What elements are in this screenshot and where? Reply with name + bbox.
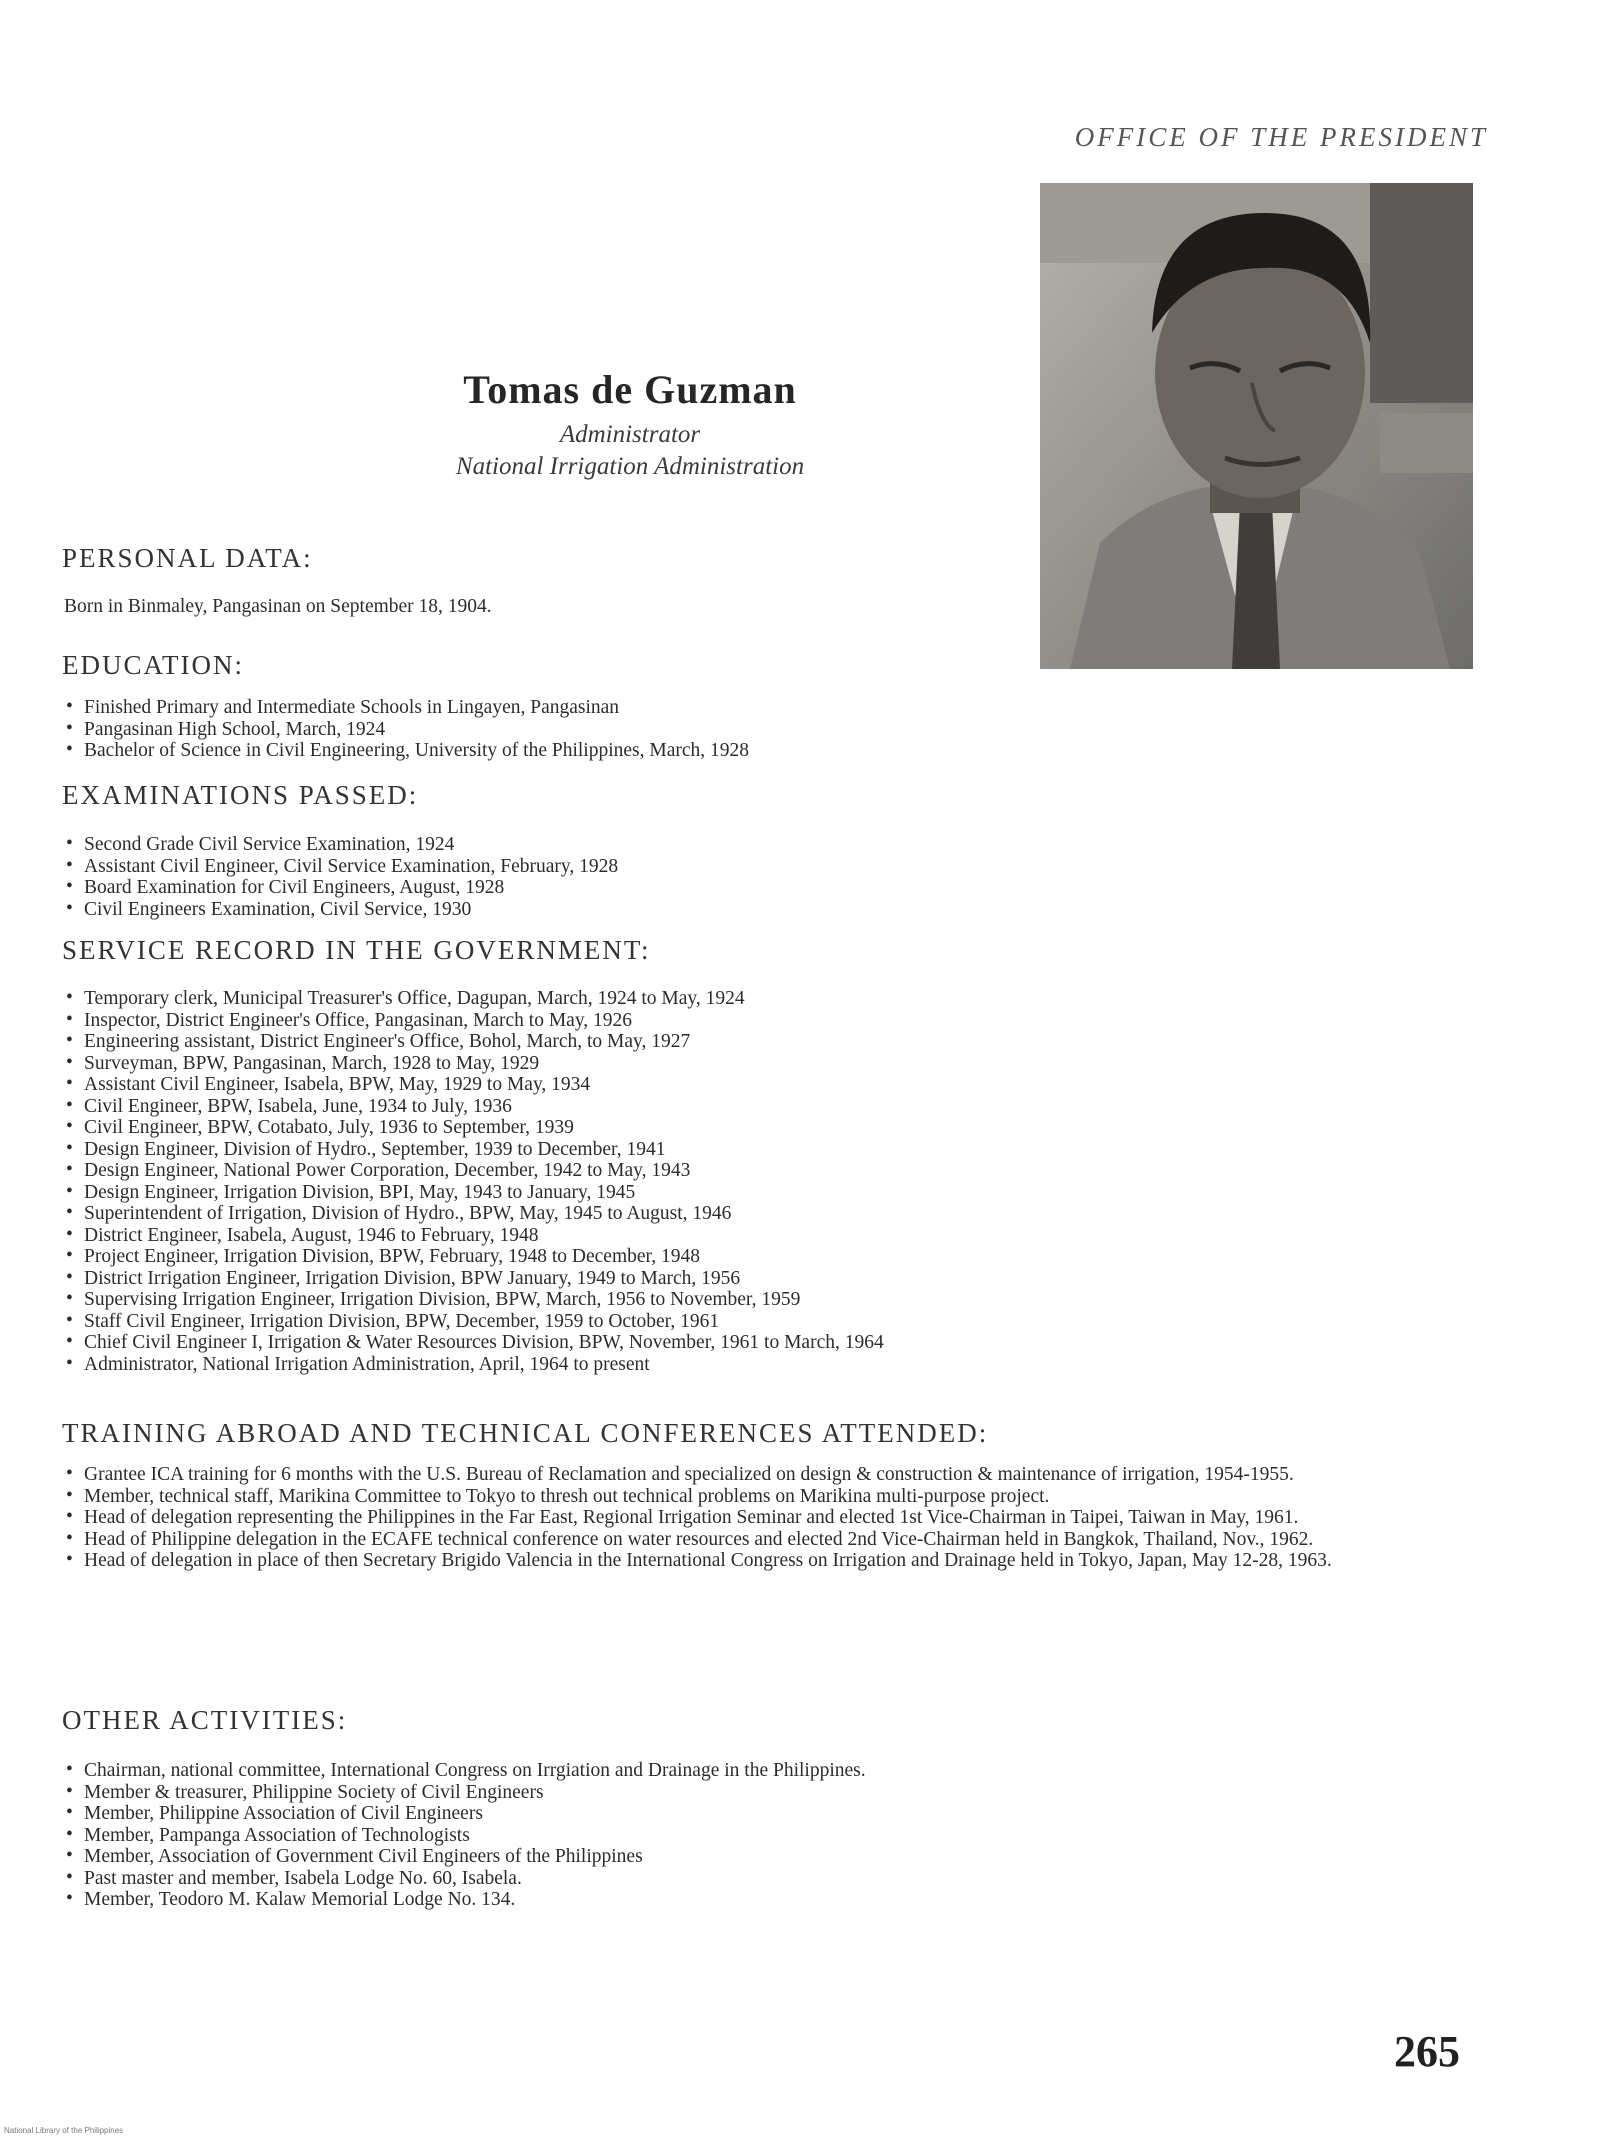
list-item: • Pangasinan High School, March, 1924: [64, 719, 749, 741]
portrait-illustration: [1040, 183, 1473, 669]
list-item: • District Irrigation Engineer, Irrigation Division, BPW January, 1949 to March, 1956: [64, 1268, 884, 1290]
exams-list: [64, 834, 618, 920]
list-item: • Project Engineer, Irrigation Division, BPW, February, 1948 to December, 1948: [64, 1246, 884, 1268]
portrait-photo: [1040, 183, 1473, 669]
list-item: • Head of delegation representing the Philippines in the Far East, Regional Irrigation Seminar and elected 1st Vice-Chairman in Taipei, Taiwan in May, 1961.: [64, 1507, 1484, 1529]
list-item: • Chairman, national committee, International Congress on Irrgiation and Drainage in the Philippines.: [64, 1760, 866, 1782]
list-item: • Assistant Civil Engineer, Civil Service Examination, February, 1928: [64, 856, 618, 878]
list-item: • Design Engineer, National Power Corporation, December, 1942 to May, 1943: [64, 1160, 884, 1182]
list-item: • Board Examination for Civil Engineers, August, 1928: [64, 877, 618, 899]
list-item: • Supervising Irrigation Engineer, Irrigation Division, BPW, March, 1956 to November, 1959: [64, 1289, 884, 1311]
list-item: • Member & treasurer, Philippine Society of Civil Engineers: [64, 1782, 866, 1804]
list-item: • Chief Civil Engineer I, Irrigation & Water Resources Division, BPW, November, 1961 to March, 1964: [64, 1332, 884, 1354]
title-block: [355, 366, 905, 481]
page-number: 265: [1394, 2027, 1460, 2076]
personal-text: Born in Binmaley, Pangasinan on September 18, 1904.: [64, 596, 492, 617]
personal-body: [64, 596, 492, 618]
other-heading: OTHER ACTIVITIES:: [62, 1705, 348, 1735]
list-item: • Member, Pampanga Association of Technologists: [64, 1825, 866, 1847]
person-agency: National Irrigation Administration: [455, 453, 805, 480]
education-heading: EDUCATION:: [62, 650, 244, 680]
list-item: • Administrator, National Irrigation Administration, April, 1964 to present: [64, 1354, 884, 1376]
list-item: • Head of delegation in place of then Secretary Brigido Valencia in the International Congress on Irrigation and Drainage held in Tokyo, Japan, May 12-28, 1963.: [64, 1550, 1484, 1572]
list-item: • Member, technical staff, Marikina Committee to Tokyo to thresh out technical problems on Marikina multi-purpose project.: [64, 1486, 1484, 1508]
list-item: • Civil Engineers Examination, Civil Service, 1930: [64, 899, 618, 921]
list-item: • Civil Engineer, BPW, Isabela, June, 1934 to July, 1936: [64, 1096, 884, 1118]
list-item: • Member, Teodoro M. Kalaw Memorial Lodge No. 134.: [64, 1889, 866, 1911]
exams-heading: EXAMINATIONS PASSED:: [62, 780, 419, 810]
other-list: [64, 1760, 866, 1911]
list-item: • Finished Primary and Intermediate Schools in Lingayen, Pangasinan: [64, 697, 749, 719]
training-list: [64, 1464, 1484, 1572]
list-item: • Second Grade Civil Service Examination, 1924: [64, 834, 618, 856]
office-header: OFFICE OF THE PRESIDENT: [1074, 122, 1488, 152]
list-item: • Inspector, District Engineer's Office, Pangasinan, March to May, 1926: [64, 1010, 884, 1032]
list-item: • Design Engineer, Division of Hydro., September, 1939 to December, 1941: [64, 1139, 884, 1161]
list-item: • Staff Civil Engineer, Irrigation Division, BPW, December, 1959 to October, 1961: [64, 1311, 884, 1333]
list-item: • Member, Association of Government Civil Engineers of the Philippines: [64, 1846, 866, 1868]
list-item: • Temporary clerk, Municipal Treasurer's Office, Dagupan, March, 1924 to May, 1924: [64, 988, 884, 1010]
personal-heading: PERSONAL DATA:: [62, 543, 313, 573]
list-item: • Head of Philippine delegation in the ECAFE technical conference on water resources and elected 2nd Vice-Chairman held in Bangkok, Thailand, Nov., 1962.: [64, 1529, 1484, 1551]
service-list: [64, 988, 884, 1375]
service-heading: SERVICE RECORD IN THE GOVERNMENT:: [62, 935, 651, 965]
list-item: • Civil Engineer, BPW, Cotabato, July, 1936 to September, 1939: [64, 1117, 884, 1139]
list-item: • Engineering assistant, District Engineer's Office, Bohol, March, to May, 1927: [64, 1031, 884, 1053]
list-item: • Bachelor of Science in Civil Engineering, University of the Philippines, March, 1928: [64, 740, 749, 762]
list-item: • Surveyman, BPW, Pangasinan, March, 1928 to May, 1929: [64, 1053, 884, 1075]
footer-note: National Library of the Philippines: [4, 2126, 124, 2135]
list-item: • Member, Philippine Association of Civil Engineers: [64, 1803, 866, 1825]
list-item: • Assistant Civil Engineer, Isabela, BPW, May, 1929 to May, 1934: [64, 1074, 884, 1096]
person-name: Tomas de Guzman: [463, 367, 797, 412]
list-item: • District Engineer, Isabela, August, 1946 to February, 1948: [64, 1225, 884, 1247]
list-item: • Grantee ICA training for 6 months with the U.S. Bureau of Reclamation and specialized on design & construction & maintenance of irrigation, 1954-1955.: [64, 1464, 1484, 1486]
list-item: • Design Engineer, Irrigation Division, BPI, May, 1943 to January, 1945: [64, 1182, 884, 1204]
list-item: • Superintendent of Irrigation, Division of Hydro., BPW, May, 1945 to August, 1946: [64, 1203, 884, 1225]
list-item: • Past master and member, Isabela Lodge No. 60, Isabela.: [64, 1868, 866, 1890]
education-list: [64, 697, 749, 762]
person-position: Administrator: [559, 421, 701, 448]
training-heading: TRAINING ABROAD AND TECHNICAL CONFERENCES ATTENDED:: [62, 1418, 989, 1448]
